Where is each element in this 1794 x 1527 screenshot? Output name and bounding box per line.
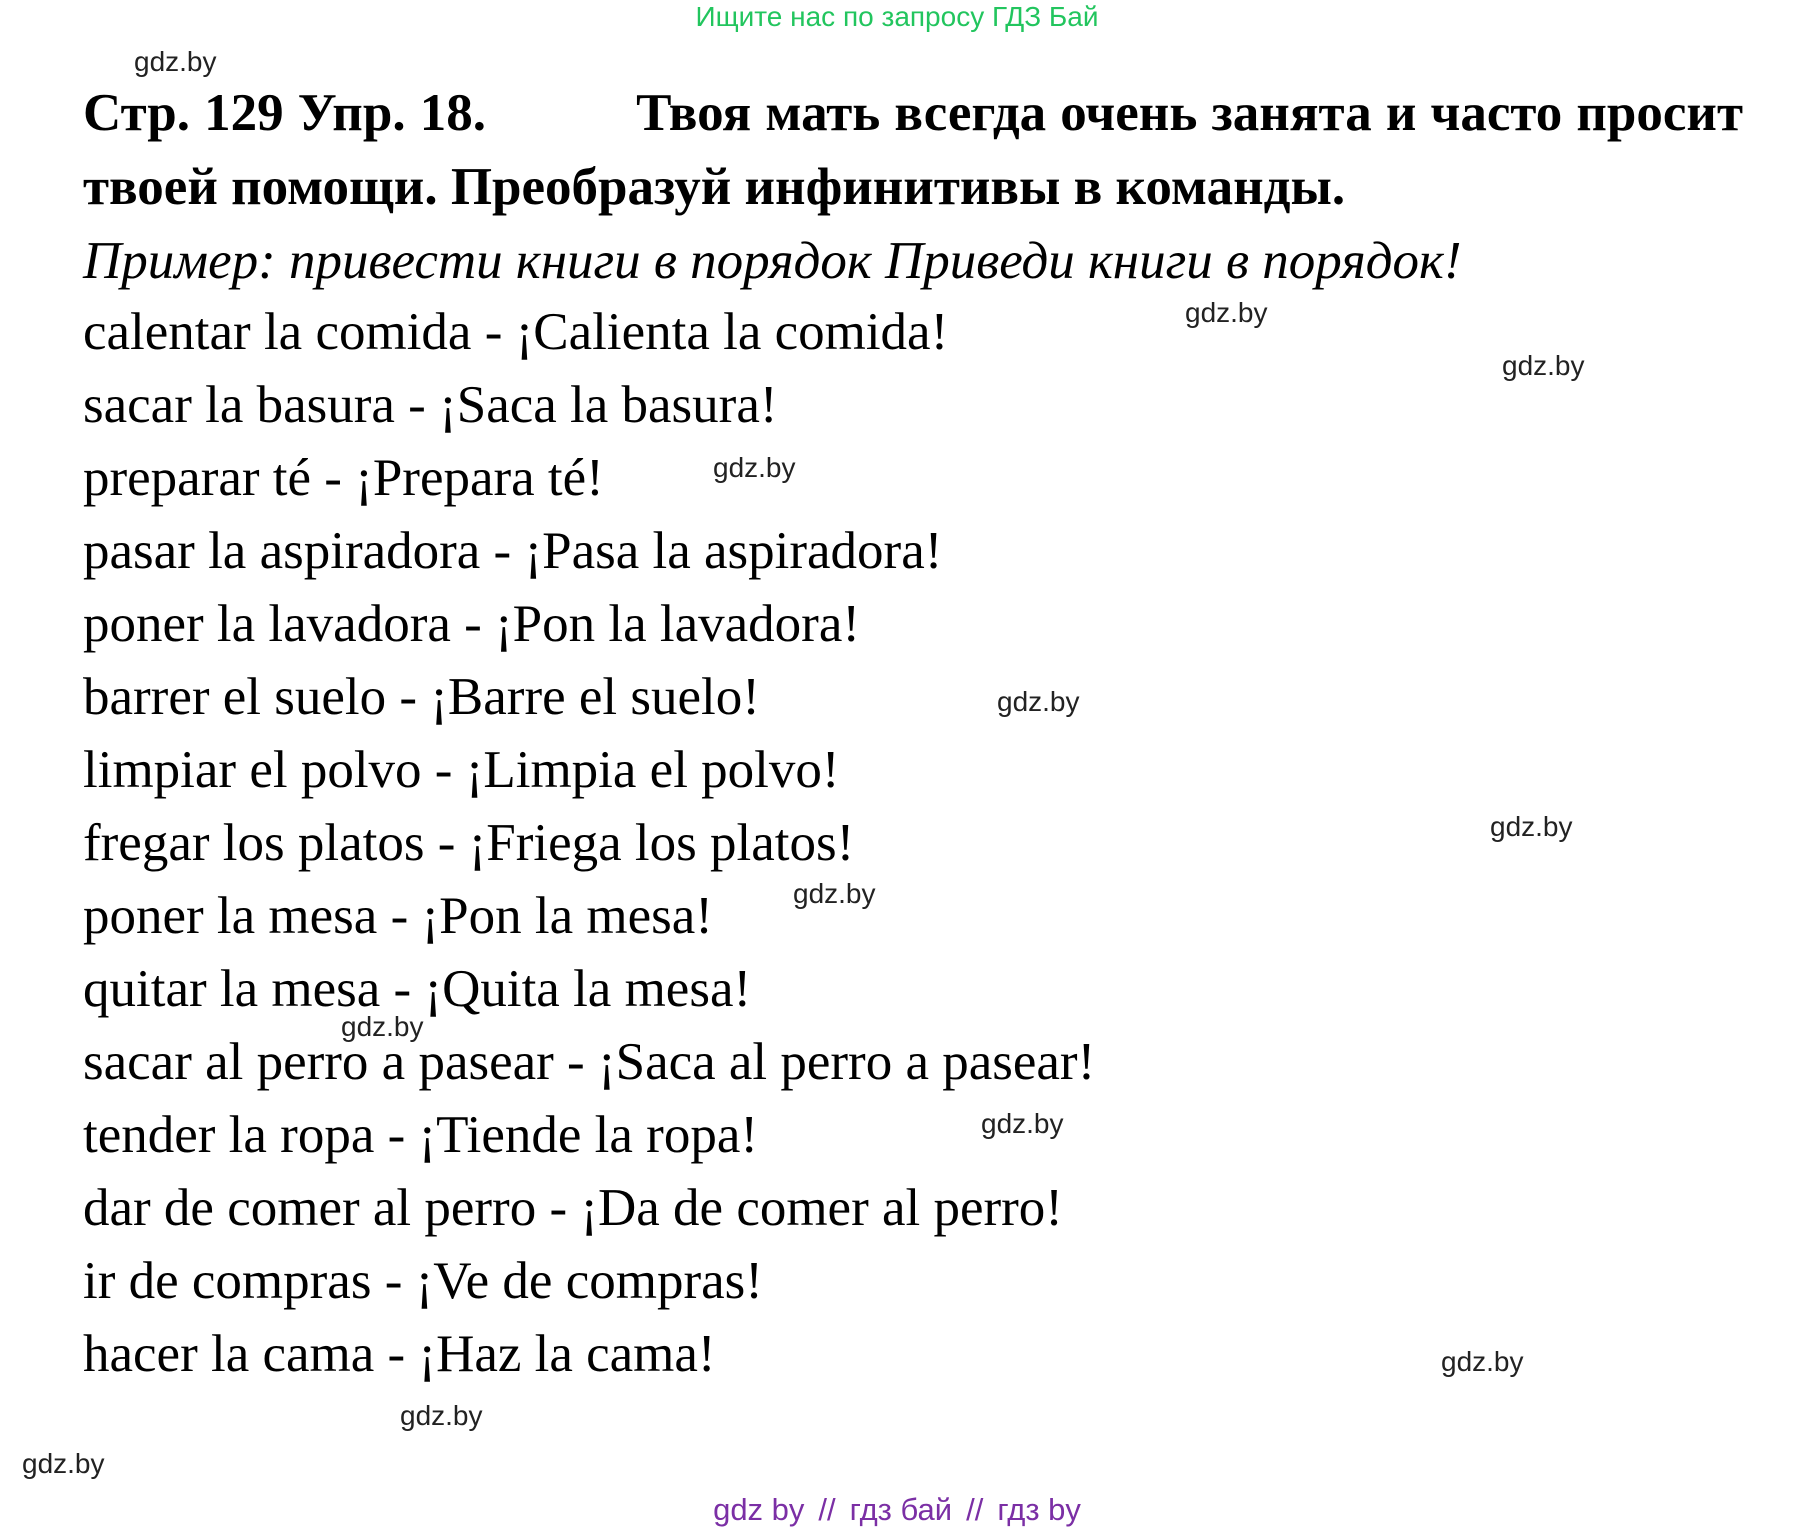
footer-separator: // — [818, 1492, 836, 1527]
answer-line: preparar té - ¡Prepara té! — [83, 449, 604, 507]
answer-line: quitar la mesa - ¡Quita la mesa! — [83, 960, 752, 1018]
answer-line: tender la ropa - ¡Tiende la ropa! — [83, 1106, 758, 1164]
example-line: Пример: привести книги в порядок Приведи книги в порядок! — [83, 232, 1462, 290]
search-banner: Ищите нас по запросу ГДЗ Бай — [695, 1, 1099, 32]
answer-line: poner la mesa - ¡Pon la mesa! — [83, 887, 713, 945]
answer-line: hacer la cama - ¡Haz la cama! — [83, 1325, 716, 1383]
watermark: gdz.by — [341, 1011, 424, 1042]
watermark: gdz.by — [997, 686, 1080, 717]
answer-line: limpiar el polvo - ¡Limpia el polvo! — [83, 741, 840, 799]
answer-line: fregar los platos - ¡Friega los platos! — [83, 814, 855, 872]
answer-line: poner la lavadora - ¡Pon la lavadora! — [83, 595, 860, 653]
watermark: gdz.by — [1185, 297, 1268, 328]
exercise-reference: Стр. 129 Упр. 18. — [83, 84, 486, 142]
watermark: gdz.by — [793, 878, 876, 909]
footer-links — [0, 1493, 1794, 1527]
watermark: gdz.by — [22, 1448, 105, 1479]
answer-line: pasar la aspiradora - ¡Pasa la aspiradora! — [83, 522, 943, 580]
footer-link-gdz-bai[interactable]: гдз бай — [849, 1492, 953, 1527]
answer-list — [83, 296, 1095, 1391]
answer-line: sacar la basura - ¡Saca la basura! — [83, 376, 778, 434]
exercise-heading — [83, 76, 1743, 224]
answer-line: sacar al perro a pasear - ¡Saca al perro a pasear! — [83, 1033, 1096, 1091]
watermark: gdz.by — [981, 1108, 1064, 1139]
footer-separator: // — [966, 1492, 984, 1527]
watermark: gdz.by — [713, 452, 796, 483]
answer-line: barrer el suelo - ¡Barre el suelo! — [83, 668, 760, 726]
watermark: gdz.by — [1490, 811, 1573, 842]
footer-link-gdz-by-cyr[interactable]: гдз by — [997, 1492, 1081, 1527]
watermark: gdz.by — [1502, 350, 1585, 381]
watermark: gdz.by — [134, 46, 217, 77]
answer-line: dar de comer al perro - ¡Da de comer al perro! — [83, 1179, 1063, 1237]
answer-line: ir de compras - ¡Ve de compras! — [83, 1252, 763, 1310]
exercise-task: Твоя мать всегда очень занята и часто просит твоей помощи. Преобразуй инфинитивы в команды. — [83, 84, 1743, 216]
answer-line: calentar la comida - ¡Calienta la comida! — [83, 303, 949, 361]
watermark: gdz.by — [400, 1400, 483, 1431]
watermark: gdz.by — [1441, 1346, 1524, 1377]
footer-link-gdz-by[interactable]: gdz by — [713, 1492, 805, 1527]
